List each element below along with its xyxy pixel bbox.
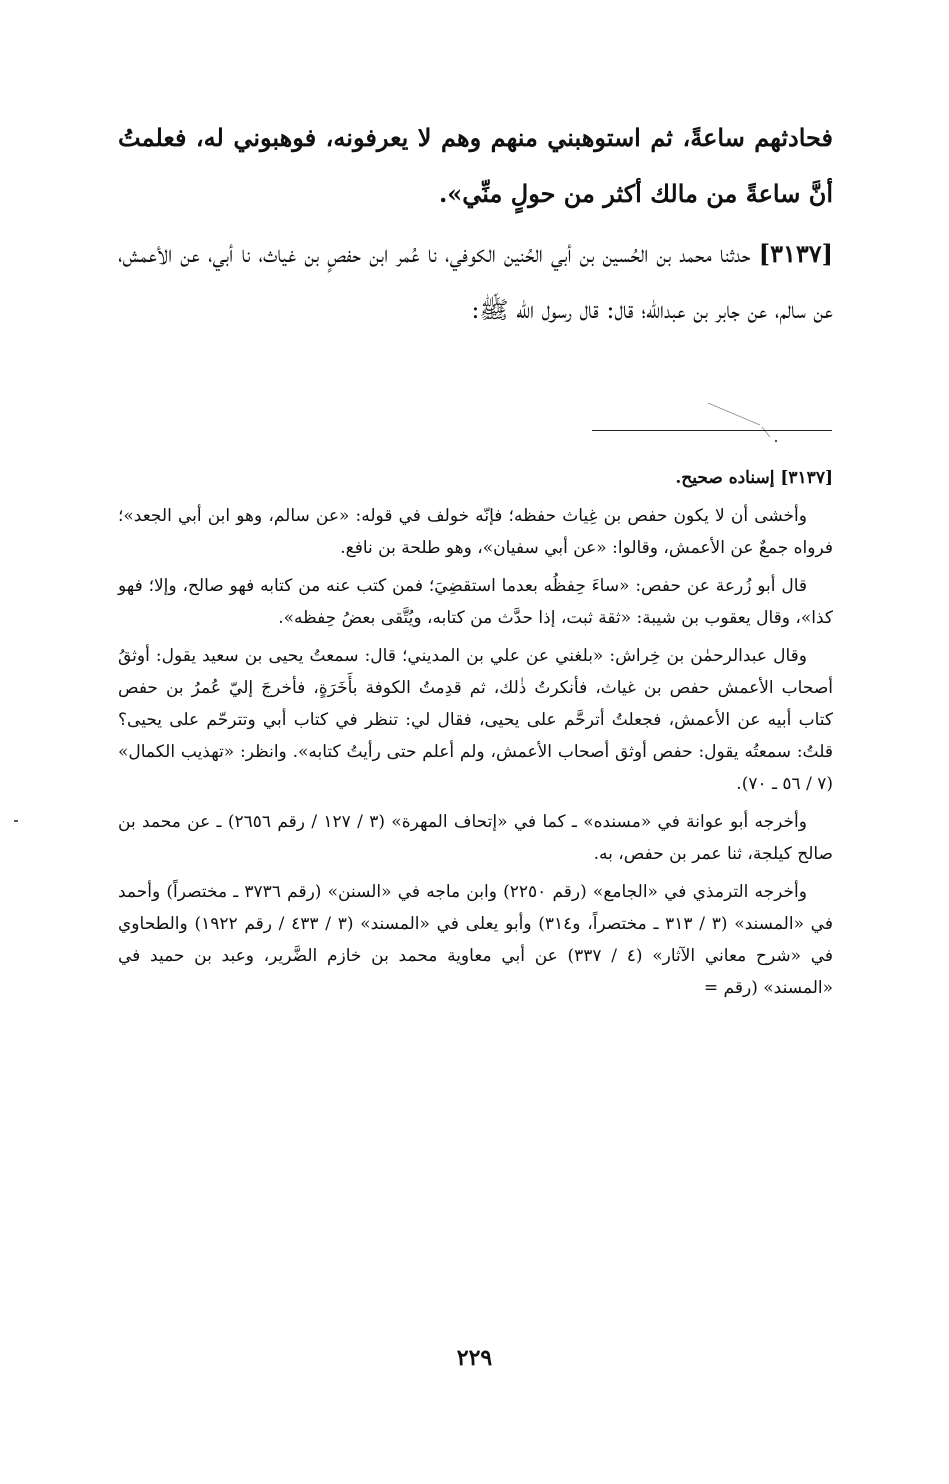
hadith-number: [٣١٣٧]: [758, 239, 834, 268]
main-text: [118, 110, 833, 338]
footnote-paragraph: وقال عبدالرحمٰن بن خِراش: «بلغني عن علي بن المديني؛ قال: سمعتُ يحيى بن سعيد يقول: أوثقُ أصحاب الأعمش حفص بن غياث، فأنكرتُ ذٰلك، ثم قدِمتُ الكوفة بأَخَرَةٍ، فأخرجَ إليّ عُمرُ بن حفص كتاب أبيه عن الأعمش، فجعلتُ أترحَّم على يحيى، فقال لي: تنظر في كتاب أبي وتترحّم على يحيى؟ قلتُ: سمعتُه يقول: حفص أوثق أصحاب الأعمش، ولم أعلم حتى رأيتُ كتابه». وانظر: «تهذيب الكمال» (٧ / ٥٦ ـ ٧٠).: [118, 646, 833, 794]
footnotes: [118, 462, 833, 1010]
main-paragraph: فحادثهم ساعةً، ثم استوهبني منهم وهم لا يعرفونه، فوهبوني له، فعلمتُ أنَّ ساعةً من مالك أكثر من حولٍ منِّي».: [118, 123, 833, 208]
footnote-paragraph: وأخرجه أبو عوانة في «مسنده» ـ كما في «إتحاف المهرة» (٣ / ١٢٧ / رقم ٢٦٥٦) ـ عن محمد بن صالح كيلجة، ثنا عمر بن حفص، به.: [118, 812, 833, 864]
hadith-paragraph: [118, 226, 833, 338]
footnote-separator: [592, 430, 832, 431]
page-number: ٢٢٩: [456, 1345, 493, 1371]
footnote-paragraph: وأخشى أن لا يكون حفص بن غِياث حفظه؛ فإنّه خولف في قوله: «عن سالم، وهو ابن أبي الجعد»؛ فرواه جمعٌ عن الأعمش، وقالوا: «عن أبي سفيان»، وهو طلحة بن نافع.: [118, 506, 833, 558]
hadith-text: حدثنا محمد بن الحُسين بن أبي الحُنين الكوفي، نا عُمر ابن حفصٍ بن غياث، نا أبي، عن الأعمش، عن سالم، عن جابر بن عبدالله؛ قال: قال رسول الله ﷺ:: [118, 240, 833, 324]
scan-mark: [14, 820, 18, 822]
footnote-paragraph: وأخرجه الترمذي في «الجامع» (رقم ٢٢٥٠) وابن ماجه في «السنن» (رقم ٣٧٣٦ ـ مختصراً) وأحمد في «المسند» (٣ / ٣١٣ ـ مختصراً، و٣١٤) وأبو يعلى في «المسند» (٣ / ٤٣٣ / رقم ١٩٢٢) والطحاوي في «شرح معاني الآثار» (٤ / ٣٣٧) عن أبي معاوية محمد بن خازم الضَّرير، وعبد بن حميد في «المسند» (رقم =: [118, 882, 833, 998]
footnote-paragraph: قال أبو زُرعة عن حفص: «ساءَ حِفظُه بعدما استقضِيَ؛ فمن كتب عنه من كتابه فهو صالح، وإلا؛ فهو كذا»، وقال يعقوب بن شيبة: «ثقة ثبت، إذا حدَّث من كتابه، ويُتَّقى بعضُ حِفظه».: [118, 576, 833, 628]
pen-mark: [700, 395, 790, 445]
footnote-heading: [٣١٣٧] إسناده صحيح.: [675, 468, 833, 488]
